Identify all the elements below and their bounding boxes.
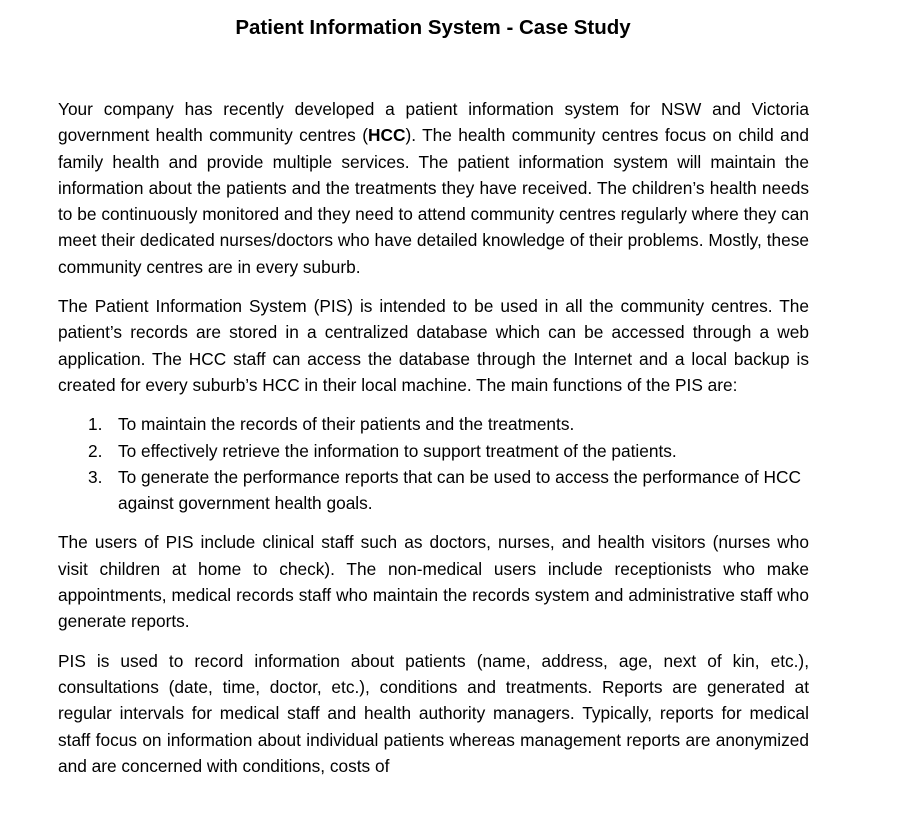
paragraph-intro (58, 96, 809, 280)
list-item (58, 464, 809, 517)
document-title: Patient Information System - Case Study (235, 16, 631, 39)
list-item-number: 2. (88, 440, 103, 461)
list-item-text: To maintain the records of their patients and the treatments. (118, 414, 575, 435)
list-item-text: To generate the performance reports that can be used to access the performance of HCC against government health goals. (118, 466, 801, 514)
list-item-number: 1. (88, 414, 103, 435)
paragraph-records: PIS is used to record information about patients (name, address, age, next of kin, etc.), consultations (date, time, doctor, etc.), conditions and treatments. Reports are generated at regular intervals for medical staff and health authority managers. Typically, reports for medical staff focus on information about individual patients whereas management reports are anonymized and are concerned with conditions, costs of (58, 650, 809, 776)
paragraph-pis-overview: The Patient Information System (PIS) is intended to be used in all the community centres. The patient’s records are stored in a centralized database which can be accessed through a web application. The HCC staff can access the database through the Internet and a local backup is created for every suburb’s HCC in their local machine. The main functions of the PIS are: (58, 296, 809, 395)
paragraph-users: The users of PIS include clinical staff such as doctors, nurses, and health visitors (nurses who visit children at home to check). The non-medical users include receptionists who make appointments, medical records staff who maintain the records system and administrative staff who generate reports. (58, 532, 809, 632)
document-body (58, 96, 809, 792)
paragraph-intro-end: ). The health community centres focus on child and family health and provide multiple services. The patient information system will maintain the information about the patients and the treatments they have received. The children’s health needs to be continuously monitored and they need to attend community centres regularly where they can meet their dedicated nurses/doctors who have detailed knowledge of their problems. Mostly, these community centres are in every suburb. (58, 125, 809, 277)
paragraph-intro-start: Your company has recently developed a patient information system for NSW and Victoria government health community centres ( (58, 99, 809, 146)
list-item-text: To effectively retrieve the information to support treatment of the patients. (118, 440, 677, 461)
list-item (58, 438, 809, 464)
functions-list (58, 411, 809, 516)
list-item (58, 411, 809, 437)
list-item-number: 3. (88, 466, 103, 487)
hcc-abbreviation: HCC (367, 125, 406, 146)
